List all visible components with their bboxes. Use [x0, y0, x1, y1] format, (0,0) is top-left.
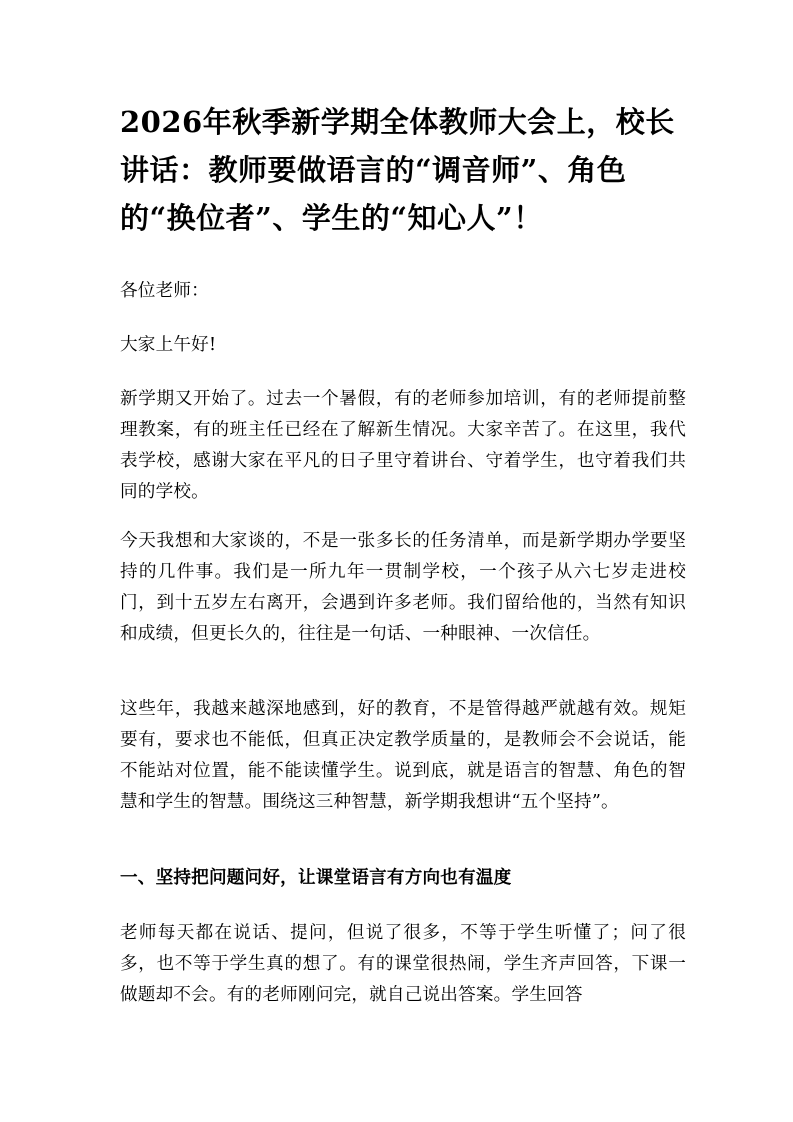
salutation: 各位老师：: [120, 281, 209, 301]
section-heading-1: 一、坚持把问题问好，让课堂语言有方向也有温度: [120, 867, 512, 888]
document-title: 2026年秋季新学期全体教师大会上，校长讲话：教师要做语言的“调音师”、角色的“换位者”、学生的“知心人”！: [120, 105, 675, 235]
paragraph-1: 新学期又开始了。过去一个暑假，有的老师参加培训，有的老师提前整理教案，有的班主任已经在了解新生情况。大家辛苦了。在这里，我代表学校，感谢大家在平凡的日子里守着讲台、守着学生，也守着我们共同的学校。: [120, 389, 686, 502]
paragraph-3: 这些年，我越来越深地感到，好的教育，不是管得越严就越有效。规矩要有，要求也不能低，但真正决定教学质量的，是教师会不会说话，能不能站对位置，能不能读懂学生。说到底，就是语言的智慧、角色的智慧和学生的智慧。围绕这三种智慧，新学期我想讲“五个坚持”。: [120, 699, 686, 812]
greeting: 大家上午好!: [120, 335, 217, 355]
paragraph-2: 今天我想和大家谈的，不是一张多长的任务清单，而是新学期办学要坚持的几件事。我们是一所九年一贯制学校，一个孩子从六七岁走进校门，到十五岁左右离开，会遇到许多老师。我们留给他的，当然有知识和成绩，但更长久的，往往是一句话、一种眼神、一次信任。: [120, 531, 686, 644]
section-1-paragraph: 老师每天都在说话、提问，但说了很多，不等于学生听懂了；问了很多，也不等于学生真的想了。有的课堂很热闹，学生齐声回答，下课一做题却不会。有的老师刚问完，就自己说出答案。学生回答: [120, 923, 686, 1005]
